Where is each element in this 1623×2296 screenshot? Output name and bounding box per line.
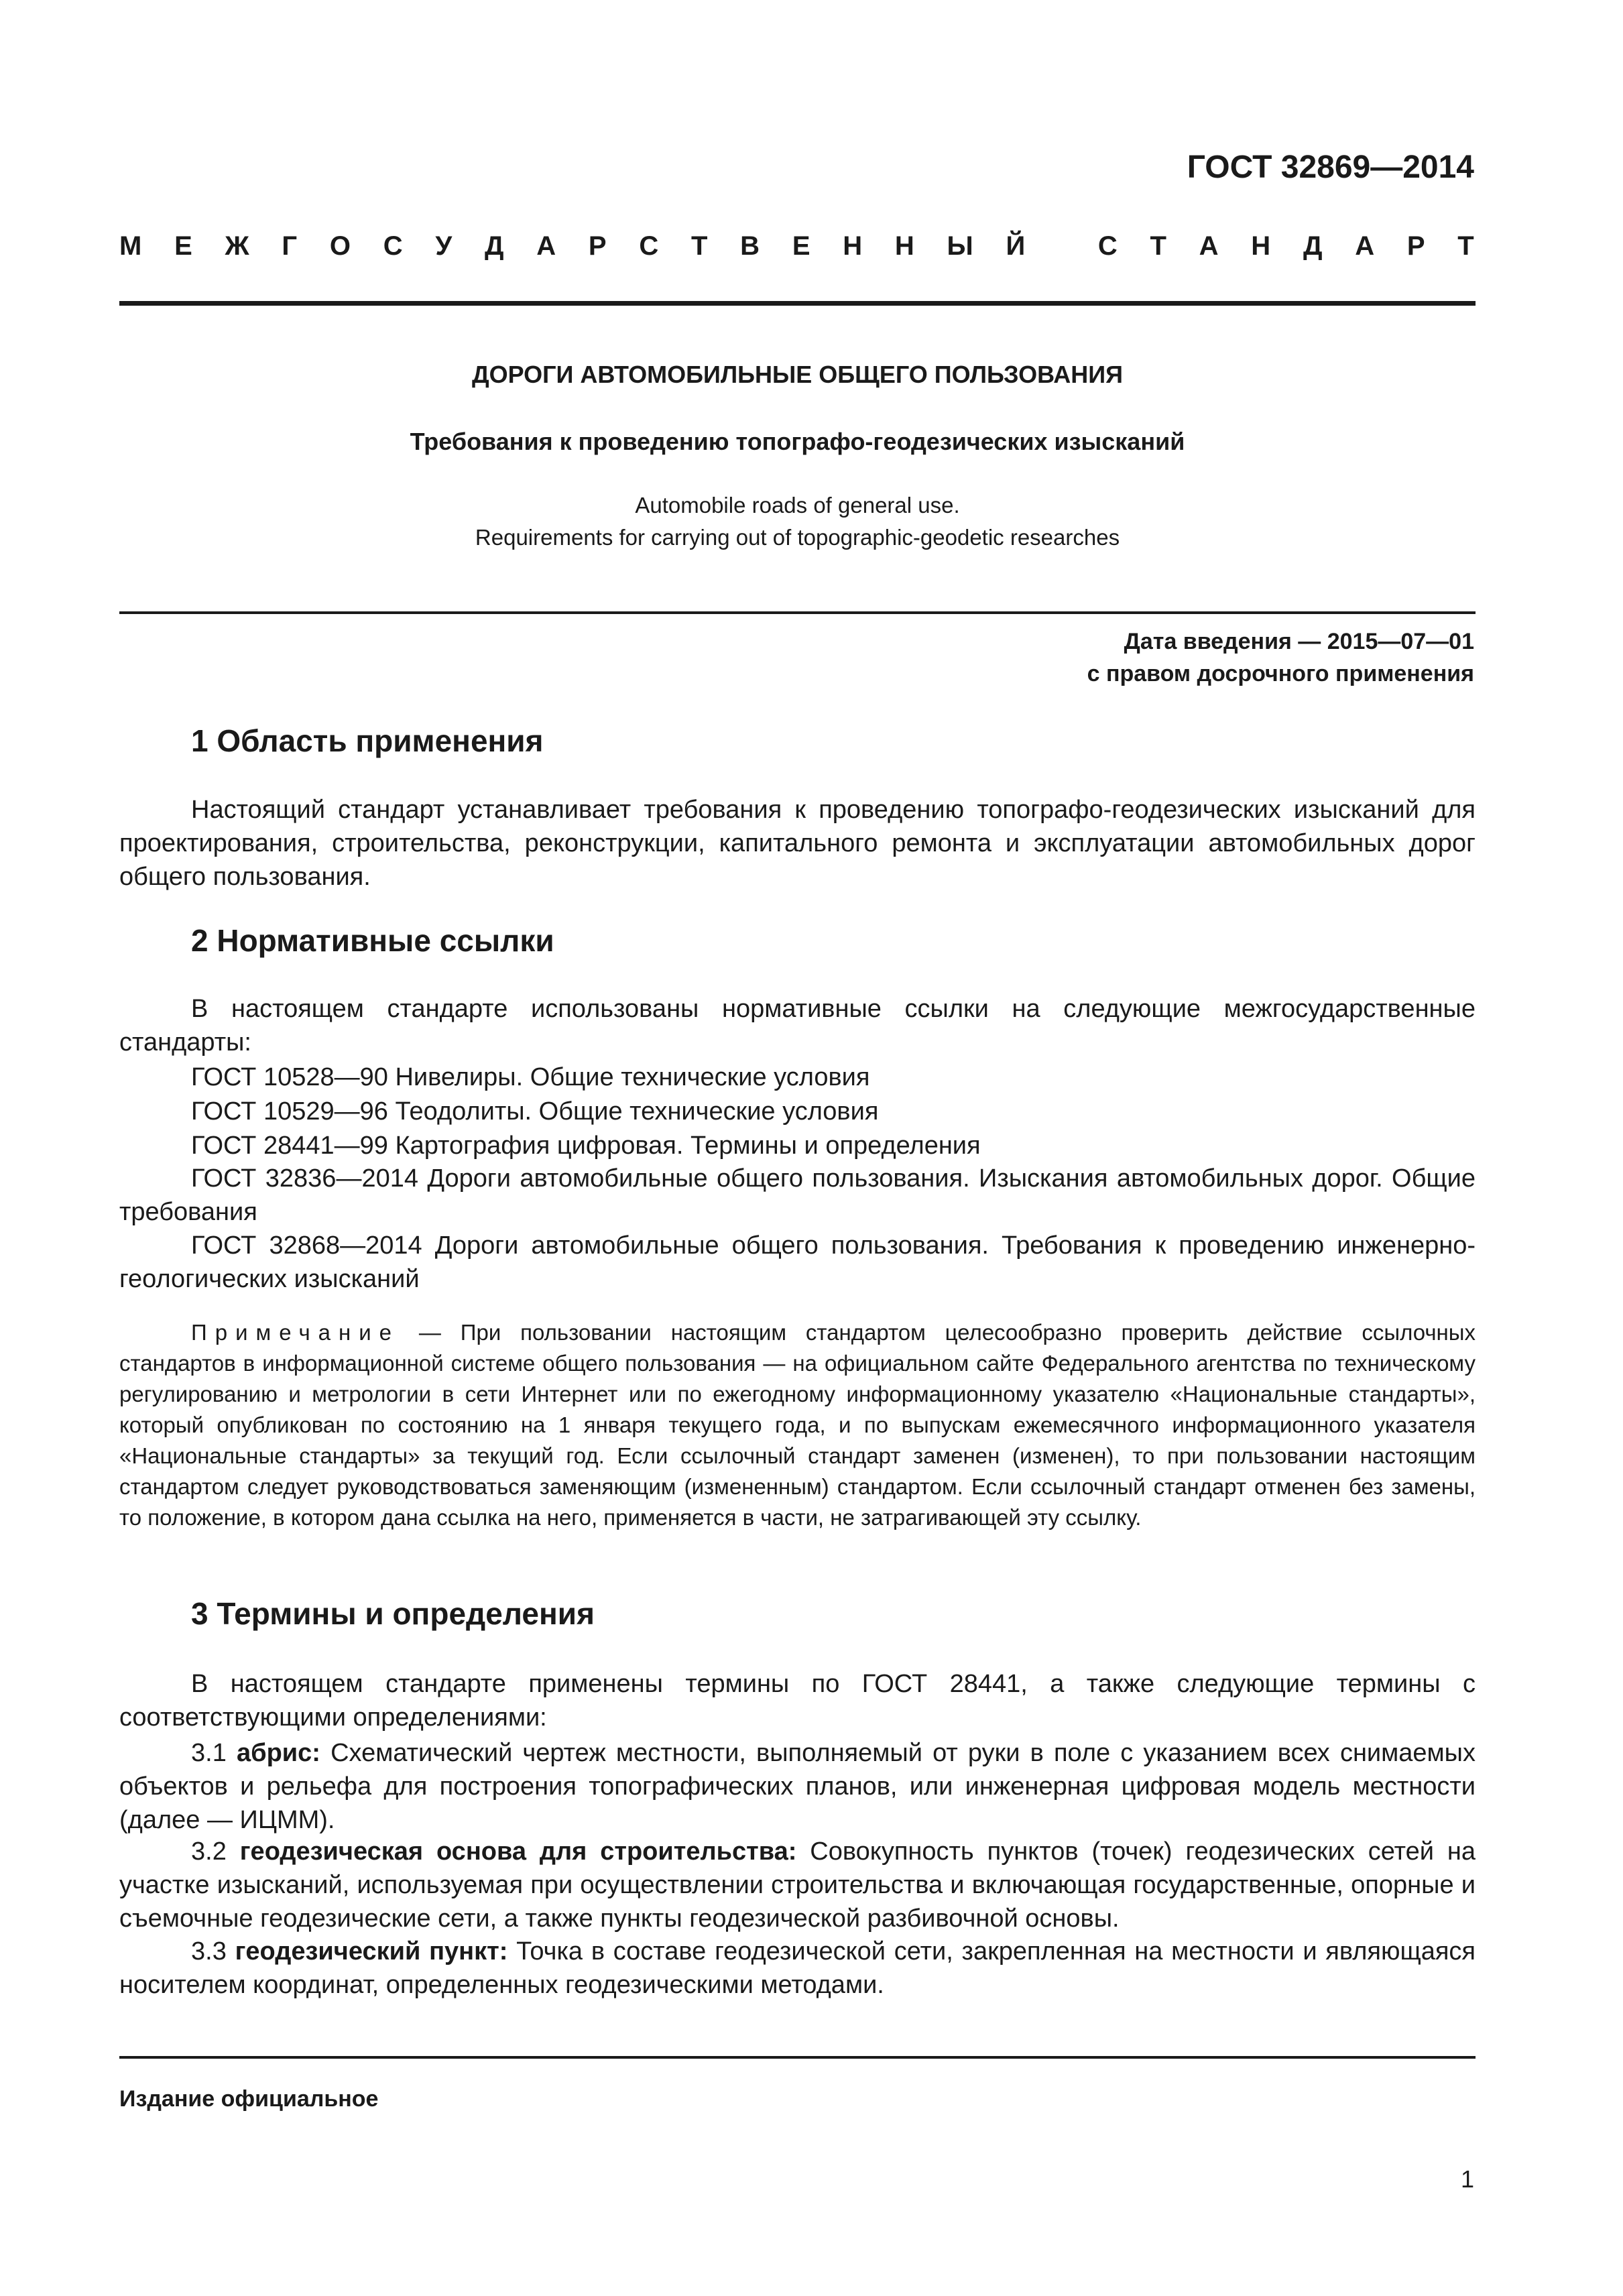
section-heading-terms: 3 Термины и определения	[191, 1596, 595, 1631]
reference-item: ГОСТ 32868—2014 Дороги автомобильные общего пользования. Требования к проведению инженерно-геологических изысканий	[119, 1231, 1476, 1293]
term-definition	[119, 1935, 1476, 2002]
reference-item: ГОСТ 10529—96 Теодолиты. Общие технические условия	[191, 1097, 879, 1126]
term-definition	[119, 1835, 1476, 1935]
reference-item: ГОСТ 28441—99 Картография цифровая. Термины и определения	[191, 1132, 981, 1160]
terms-intro-paragraph: В настоящем стандарте применены термины по ГОСТ 28441, а также следующие термины с соответствующими определениями:	[119, 1670, 1476, 1732]
english-title-line-2: Requirements for carrying out of topographic-geodetic researches	[475, 525, 1120, 550]
document-number: ГОСТ 32869—2014	[1187, 149, 1474, 185]
introduction-date: Дата введения — 2015—07—01	[1124, 629, 1474, 654]
footer-divider	[119, 2056, 1476, 2059]
early-application-note: с правом досрочного применения	[1087, 661, 1474, 686]
reference-item: ГОСТ 10528—90 Нивелиры. Общие технические условия	[191, 1063, 870, 1091]
standard-kind-banner: М Е Ж Г О С У Д А Р С Т В Е Н Н Ы Й С Т А Н Д А Р Т	[119, 231, 1474, 261]
scope-paragraph: Настоящий стандарт устанавливает требования к проведению топографо-геодезических изысканий для проектирования, строительства, реконструкции, капитального ремонта и эксплуатации автомобильных дорог общего пользования.	[119, 796, 1476, 891]
term-text: Точка в составе геодезической сети, закрепленная на местности и являющаяся носителем координат, определенных геодезическими методами.	[119, 1937, 1476, 1999]
term-number: 3.1	[191, 1739, 237, 1767]
references-intro-paragraph: В настоящем стандарте использованы нормативные ссылки на следующие межгосударственные стандарты:	[119, 995, 1476, 1056]
document-subtitle: Требования к проведению топографо-геодезических изысканий	[410, 428, 1185, 455]
official-edition-label: Издание официальное	[119, 2086, 379, 2112]
term-name: абрис:	[236, 1739, 320, 1767]
document-title: ДОРОГИ АВТОМОБИЛЬНЫЕ ОБЩЕГО ПОЛЬЗОВАНИЯ	[471, 361, 1124, 388]
title-divider	[119, 611, 1476, 614]
term-number: 3.3	[191, 1937, 235, 1966]
section-heading-scope: 1 Область применения	[191, 723, 544, 758]
term-text: Совокупность пунктов (точек) геодезических сетей на участке изысканий, используемая при осуществлении строительства и включающая государственные, опорные и съемочные геодезические сети, а также пункты геодезической разбивочной основы.	[119, 1837, 1476, 1933]
term-definition	[119, 1736, 1476, 1837]
note-paragraph	[119, 1317, 1476, 1533]
term-name: геодезический пункт:	[235, 1937, 508, 1966]
term-name: геодезическая основа для строительства:	[239, 1837, 797, 1866]
header-divider	[119, 301, 1476, 306]
page-number: 1	[1460, 2165, 1474, 2193]
section-heading-references: 2 Нормативные ссылки	[191, 923, 554, 958]
english-title-line-1: Automobile roads of general use.	[635, 493, 960, 518]
note-text: — При пользовании настоящим стандартом целесообразно проверить действие ссылочных стандартов в информационной системе общего пользования — на официальном сайте Федерального агентства по техническому регулированию и метрологии в сети Интернет или по ежегодному информационному указателю «Национальные стандарты», который опубликован по состоянию на 1 января текущего года, и по выпускам ежемесячного информационного указателя «Национальные стандарты» за текущий год. Если ссылочный стандарт заменен (изменен), то при пользовании настоящим стандартом следует руководствоваться заменяющим (измененным) стандартом. Если ссылочный стандарт отменен без замены, то положение, в котором дана ссылка на него, применяется в части, не затрагивающей эту ссылку.	[119, 1320, 1476, 1530]
reference-item: ГОСТ 32836—2014 Дороги автомобильные общего пользования. Изыскания автомобильных дорог. Общие требования	[119, 1164, 1476, 1226]
note-label: Примечание	[191, 1320, 400, 1345]
term-number: 3.2	[191, 1837, 240, 1866]
term-text: Схематический чертеж местности, выполняемый от руки в поле с указанием всех снимаемых объектов и рельефа для построения топографических планов, или инженерная цифровая модель местности (далее — ИЦММ).	[119, 1739, 1476, 1834]
